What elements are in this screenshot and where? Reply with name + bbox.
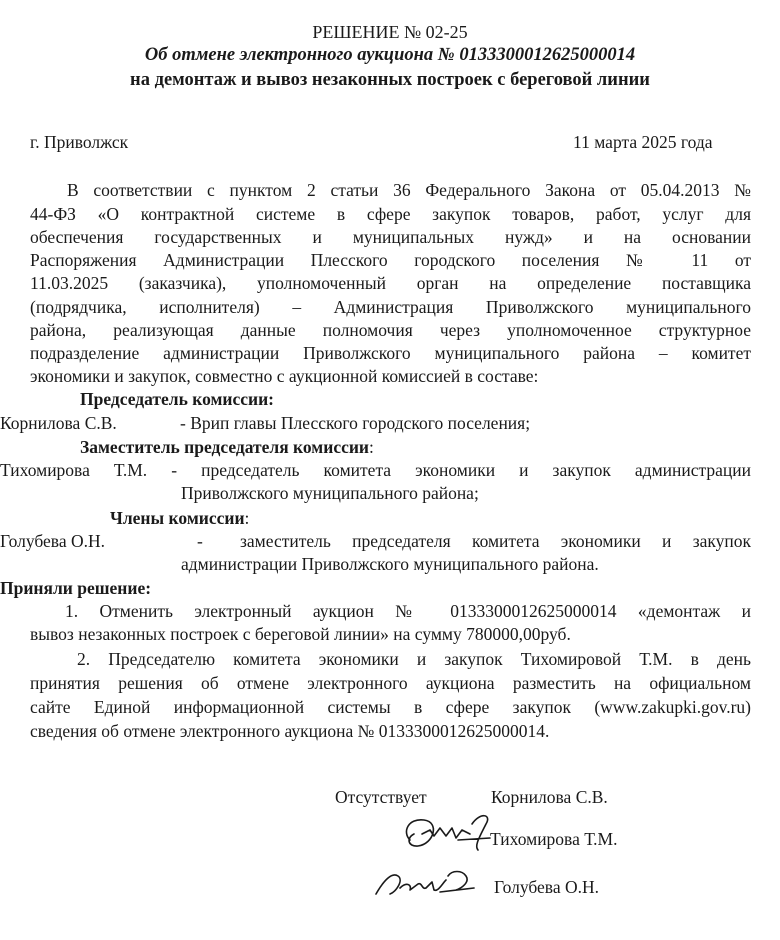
deputy-heading: Заместитель председателя комиссии	[80, 437, 370, 457]
absent-label: Отсутствует	[335, 787, 427, 807]
decision-item-2-line-3: сайте Единой информационной системы в сфере закупок (www.zakupki.gov.ru)	[30, 697, 751, 717]
decision-item-1-line-1: 1. Отменить электронный аукцион № 0133300012625000014 «демонтаж и	[65, 601, 751, 621]
place: г. Приволжск	[30, 132, 129, 152]
deputy-role-cont: Приволжского муниципального района;	[181, 483, 479, 503]
signatory-3-name: Голубева О.Н.	[494, 877, 599, 897]
signature-tikhomirova	[400, 810, 495, 860]
decision-item-2-line-1: 2. Председателю комитета экономики и закупок Тихомировой Т.М. в день	[77, 649, 751, 669]
body-line-7: района, реализующая данные полномочия через уполномоченное структурное	[30, 320, 751, 340]
body-line-2: 44-ФЗ «О контрактной системе в сфере закупок товаров, работ, услуг для	[30, 204, 751, 224]
signatory-2-name: Тихомирова Т.М.	[490, 829, 618, 849]
chair-role: - Врип главы Плесского городского поселения;	[180, 413, 531, 433]
body-line-6: (подрядчика, исполнителя) – Администрация Приволжского муниципального	[30, 297, 751, 317]
deputy-heading-colon: :	[369, 437, 374, 457]
date: 11 марта 2025 года	[573, 132, 713, 152]
decision-heading: Приняли решение:	[0, 578, 152, 598]
signatory-1-name: Корнилова С.В.	[491, 787, 608, 807]
members-heading: Члены комиссии	[110, 508, 245, 528]
decision-item-2-line-4: сведения об отмене электронного аукциона № 0133300012625000014.	[30, 721, 550, 741]
signature-golubeva	[370, 862, 480, 904]
member-role-cont: администрации Приволжского муниципального района.	[181, 554, 599, 574]
body-line-8: подразделение администрации Приволжского муниципального района – комитет	[30, 343, 751, 363]
member-dash: -	[197, 531, 203, 551]
deputy-name-role: Тихомирова Т.М. - председатель комитета экономики и закупок администрации	[0, 460, 751, 480]
chair-heading: Председатель комиссии:	[80, 389, 275, 409]
deputy-heading-line	[80, 437, 374, 458]
body-line-5: 11.03.2025 (заказчика), уполномоченный орган на определение поставщика	[30, 273, 751, 293]
member-name: Голубева О.Н.	[0, 531, 105, 551]
decision-subject-line-2: на демонтаж и вывоз незаконных построек с береговой линии	[130, 70, 650, 90]
decision-item-1-line-2: вывоз незаконных построек с береговой линии» на сумму 780000,00руб.	[30, 624, 571, 644]
member-role: заместитель председателя комитета экономики и закупок	[240, 531, 751, 551]
body-line-9: экономики и закупок, совместно с аукционной комиссией в составе:	[30, 366, 539, 386]
body-line-4: Распоряжения Администрации Плесского городского поселения № 11 от	[30, 250, 751, 270]
members-heading-colon: :	[244, 508, 250, 528]
decision-item-2-line-2: принятия решения об отмене электронного аукциона разместить на официальном	[30, 673, 751, 693]
decision-subject-line-1: Об отмене электронного аукциона № 0133300012625000014	[144, 45, 636, 65]
members-heading-line	[110, 508, 249, 529]
body-line-1: В соответствии с пунктом 2 статьи 36 Федерального Закона от 05.04.2013 №	[67, 180, 751, 200]
decision-number: РЕШЕНИЕ № 02-25	[312, 22, 468, 42]
chair-name: Корнилова С.В.	[0, 413, 117, 433]
body-line-3: обеспечения государственных и муниципальных нужд» и на основании	[30, 227, 751, 247]
